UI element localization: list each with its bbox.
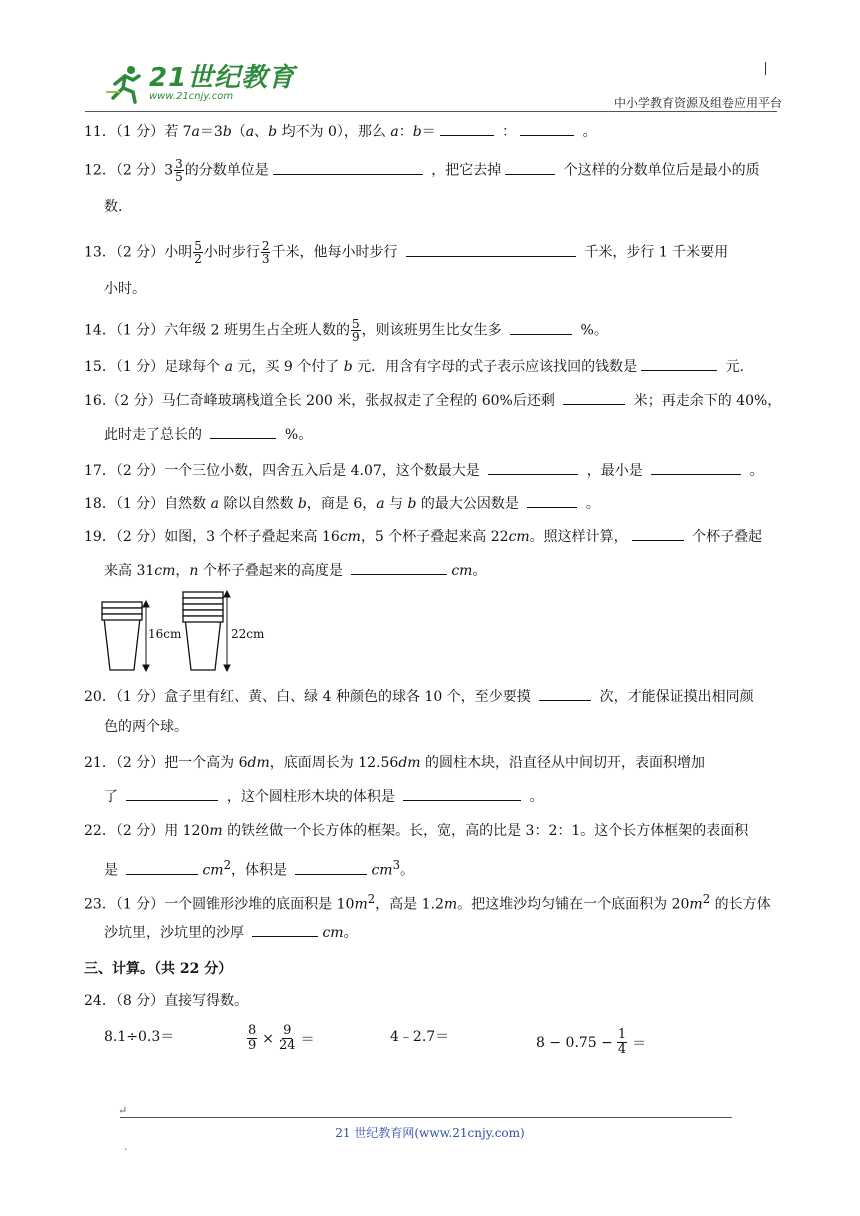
answer-blank[interactable] bbox=[539, 686, 591, 701]
answer-blank[interactable] bbox=[126, 860, 198, 875]
question-12-cont: 数. bbox=[104, 199, 123, 215]
page-header bbox=[0, 0, 860, 120]
answer-blank[interactable] bbox=[252, 922, 318, 937]
question-16-cont: 此时走了总长的 %。 bbox=[104, 424, 804, 446]
logo-text: 21世纪教育 bbox=[149, 63, 296, 93]
platform-name: 中小学教育资源及组卷应用平台 bbox=[613, 96, 782, 110]
answer-blank[interactable] bbox=[632, 526, 684, 541]
dot-mark-icon: . bbox=[124, 1140, 128, 1153]
header-mark bbox=[765, 62, 766, 75]
question-21: 21．（2 分）把一个高为 6dm，底面周长为 12.56dm 的圆柱木块，沿直径从中间切开，表面积增加 bbox=[84, 755, 706, 771]
answer-blank[interactable] bbox=[440, 121, 494, 136]
header-divider bbox=[85, 111, 777, 112]
question-12: 12．（2 分）3 $\frac{3}{5}$ 的分数单位是 ，把它去掉 个这样的分数单位后是最小的质 bbox=[84, 157, 760, 184]
return-mark-icon: ↵ bbox=[118, 1104, 128, 1117]
footer-text: 21 世纪教育网(www.21cnjy.com) bbox=[335, 1126, 525, 1140]
answer-blank[interactable] bbox=[210, 424, 276, 439]
answer-blank[interactable] bbox=[406, 242, 576, 257]
question-20-cont: 色的两个球。 bbox=[104, 719, 188, 735]
question-19: 19．（2 分）如图，3 个杯子叠起来高 16cm，5 个杯子叠起来高 22cm。照这样计算， 个杯子叠起 bbox=[84, 526, 784, 548]
question-22: 22．（2 分）用 120m 的铁丝做一个长方体的框架。长，宽，高的比是 3：2：1。这个长方体框架的表面积 bbox=[84, 823, 749, 839]
question-16: 16.（2 分）马仁奇峰玻璃栈道全长 200 米，张叔叔走了全程的 60%后还剩 米；再走余下的 40%， bbox=[84, 390, 784, 412]
question-11: 11．（1 分）若 7a＝3b（a、b 均不为 0），那么 a：b＝ ： 。 bbox=[84, 121, 784, 143]
answer-blank[interactable] bbox=[651, 460, 741, 475]
calc-item-4: 8 − 0.75 − $\frac{1}{4}$ ＝ bbox=[536, 1027, 647, 1057]
answer-blank[interactable] bbox=[351, 560, 447, 575]
logo bbox=[105, 64, 295, 104]
section-heading: 三、计算。（共 22 分） bbox=[84, 961, 233, 977]
logo-url: www.21cnjy.com bbox=[149, 91, 234, 102]
footer-divider bbox=[120, 1117, 732, 1118]
answer-blank[interactable] bbox=[520, 121, 574, 136]
runner-logo-icon bbox=[105, 64, 145, 104]
answer-blank[interactable] bbox=[527, 493, 577, 508]
answer-blank[interactable] bbox=[641, 356, 717, 371]
calc-item-2: $\frac{8}{9}$ × $\frac{9}{24}$ ＝ bbox=[248, 1023, 315, 1053]
figure-label: 22cm bbox=[231, 627, 265, 641]
question-21-cont: 了 ，这个圆柱形木块的体积是 。 bbox=[104, 786, 804, 808]
question-13: 13．（2 分）小明 $\frac{5}{2}$ 小时步行 $\frac{2}{3}$ 千米，他每小时步行 千米，步行 1 千米要用 bbox=[84, 239, 729, 266]
question-23: 23．（1 分）一个圆锥形沙堆的底面积是 $10m^2$，高是 1.2m。把这堆沙均匀铺在一个底面积为 $20m^2$ 的长方体 bbox=[84, 892, 771, 913]
answer-blank[interactable] bbox=[563, 390, 625, 405]
answer-blank[interactable] bbox=[403, 786, 521, 801]
answer-blank[interactable] bbox=[505, 160, 555, 175]
question-24: 24．（8 分）直接写得数。 bbox=[84, 993, 249, 1009]
question-23-cont: 沙坑里，沙坑里的沙厚 cm。 bbox=[104, 922, 804, 944]
figure-label: 16cm bbox=[148, 627, 182, 641]
answer-blank[interactable] bbox=[488, 460, 578, 475]
question-13-cont: 小时。 bbox=[104, 281, 146, 297]
question-18: 18．（1 分）自然数 a 除以自然数 b，商是 6，a 与 b 的最大公因数是 。 bbox=[84, 493, 784, 515]
answer-blank[interactable] bbox=[295, 860, 367, 875]
question-22-cont: 是 $cm^2$，体积是 $cm^3$。 bbox=[104, 858, 414, 879]
question-15: 15．（1 分）足球每个 a 元，买 9 个付了 b 元．用含有字母的式子表示应该找回的钱数是 元. bbox=[84, 356, 784, 378]
question-14: 14．（1 分）六年级 2 班男生占全班人数的 $\frac{5}{9}$ ，则该班男生比女生多 %。 bbox=[84, 317, 608, 344]
answer-blank[interactable] bbox=[510, 320, 572, 335]
question-20: 20．（1 分）盒子里有红、黄、白、绿 4 种颜色的球各 10 个，至少要摸 次，才能保证摸出相同颜 bbox=[84, 686, 784, 708]
fraction: $\frac{3}{5}$ bbox=[175, 157, 183, 184]
calc-item-1: 8.1÷0.3＝ bbox=[104, 1029, 175, 1045]
answer-blank[interactable] bbox=[126, 786, 218, 801]
question-19-cont: 来高 31cm，n 个杯子叠起来的高度是 cm。 bbox=[104, 560, 804, 582]
question-17: 17．（2 分）一个三位小数，四舍五入后是 4.07，这个数最大是 ，最小是 。 bbox=[84, 460, 784, 482]
calc-item-3: 4﹣2.7＝ bbox=[390, 1029, 450, 1045]
answer-blank[interactable] bbox=[273, 160, 423, 175]
